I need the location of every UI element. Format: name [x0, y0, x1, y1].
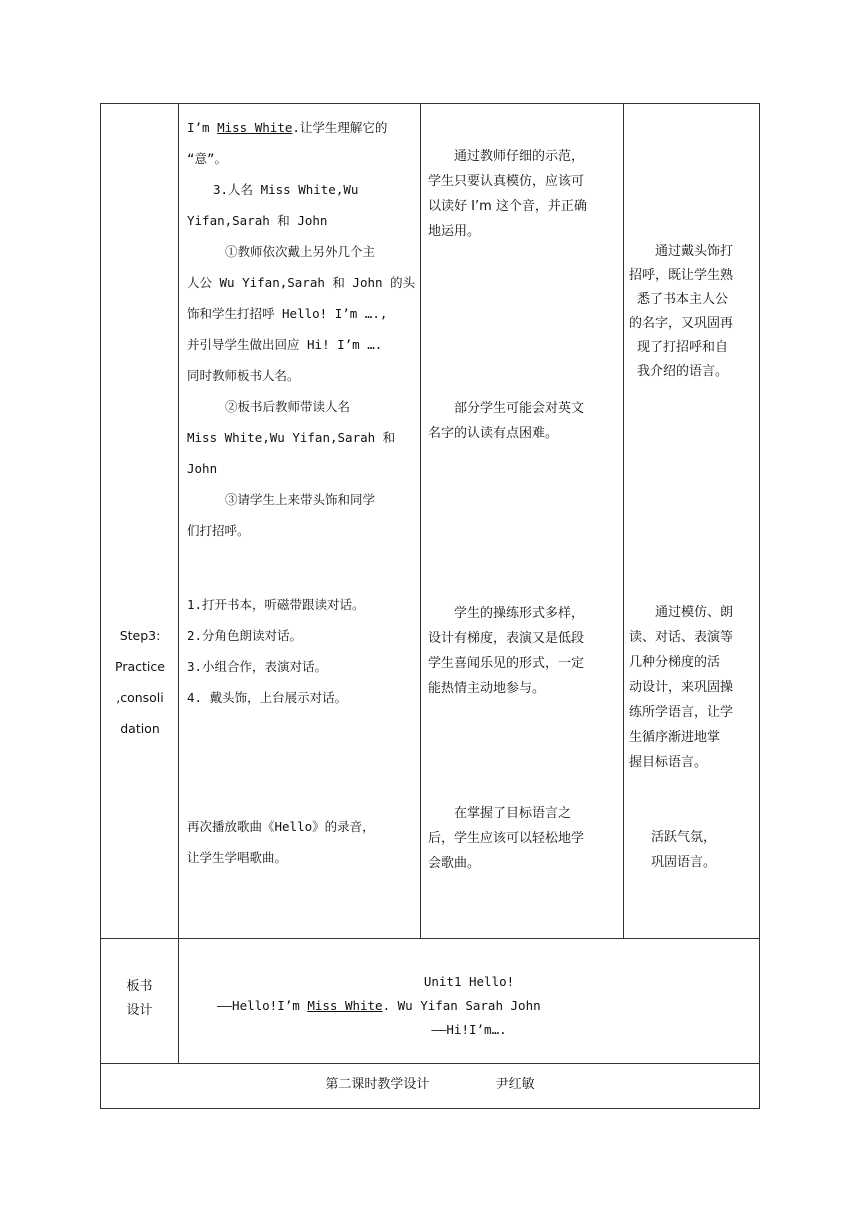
footer-author: 尹红敏	[495, 1077, 535, 1092]
row-divider-2	[101, 1063, 759, 1064]
procedure-block-2: 1.打开书本，听磁带跟读对话。 2.分角色朗读对话。 3.小组合作，表演对话。 4. 戴头饰，上台展示对话。	[187, 597, 365, 705]
footer-title: 第二课时教学设计	[325, 1077, 430, 1092]
board-line-3: ——Hi!I’m….	[431, 1022, 507, 1037]
col-divider-2	[420, 104, 421, 938]
row-divider-1	[101, 938, 759, 939]
procedure-block-3: 再次播放歌曲《Hello》的录音， 让学生学唱歌曲。	[187, 819, 375, 865]
analysis-block-3: 学生的操练形式多样， 设计有梯度，表演又是低段 学生喜闻乐见的形式，一定 能热情主动地参与。	[428, 606, 585, 696]
board-title: Unit1 Hello!	[423, 974, 515, 989]
footer	[101, 1071, 759, 1099]
board-label: 板书 设计	[126, 979, 153, 1018]
analysis-block-1: 通过教师仔细的示范， 学生只要认真模仿，应该可 以读好 I’m 这个音，并正确 地运用。	[428, 149, 587, 239]
step-label: Step3: Practice ,consoli dation	[115, 628, 165, 736]
lesson-table	[100, 103, 760, 1109]
intent-block-2: 通过模仿、朗 读、对话、表演等 几种分梯度的活 动设计，来巩固操 练所学语言，让学 生循序渐进地掌 握目标语言。	[629, 605, 734, 770]
analysis-block-2: 部分学生可能会对英文 名字的认读有点困难。	[428, 401, 585, 441]
col-divider-1	[178, 104, 179, 1063]
board-line-2: ——Hello!I’m Miss White. Wu Yifan Sarah John	[217, 998, 541, 1013]
col-divider-3	[623, 104, 624, 938]
procedure-block-1: I’m Miss White.让学生理解它的 “意”。 3.人名 Miss White,Wu Yifan,Sarah 和 John ①教师依次戴上另外几个主 人公 Wu Yifan,Sarah 和 John 的头 饰和学生打招呼 Hello! I’m …., 并引导学生做出回应 Hi! I’m …. 同时教师板书人名。 ②板书后教师带读人名 Miss White,Wu Yifan,Sarah 和 John ③请学生上来带头饰和同学 们打招呼。	[187, 120, 416, 538]
analysis-block-4: 在掌握了目标语言之 后，学生应该可以轻松地学 会歌曲。	[428, 806, 585, 871]
intent-block-1: 通过戴头饰打 招呼，既让学生熟 悉了书本主人公 的名字，又巩固再 现了打招呼和自 我介绍的语言。	[629, 244, 734, 379]
intent-block-3: 活跃气氛， 巩固语言。	[651, 830, 717, 870]
board-content	[179, 970, 759, 1042]
